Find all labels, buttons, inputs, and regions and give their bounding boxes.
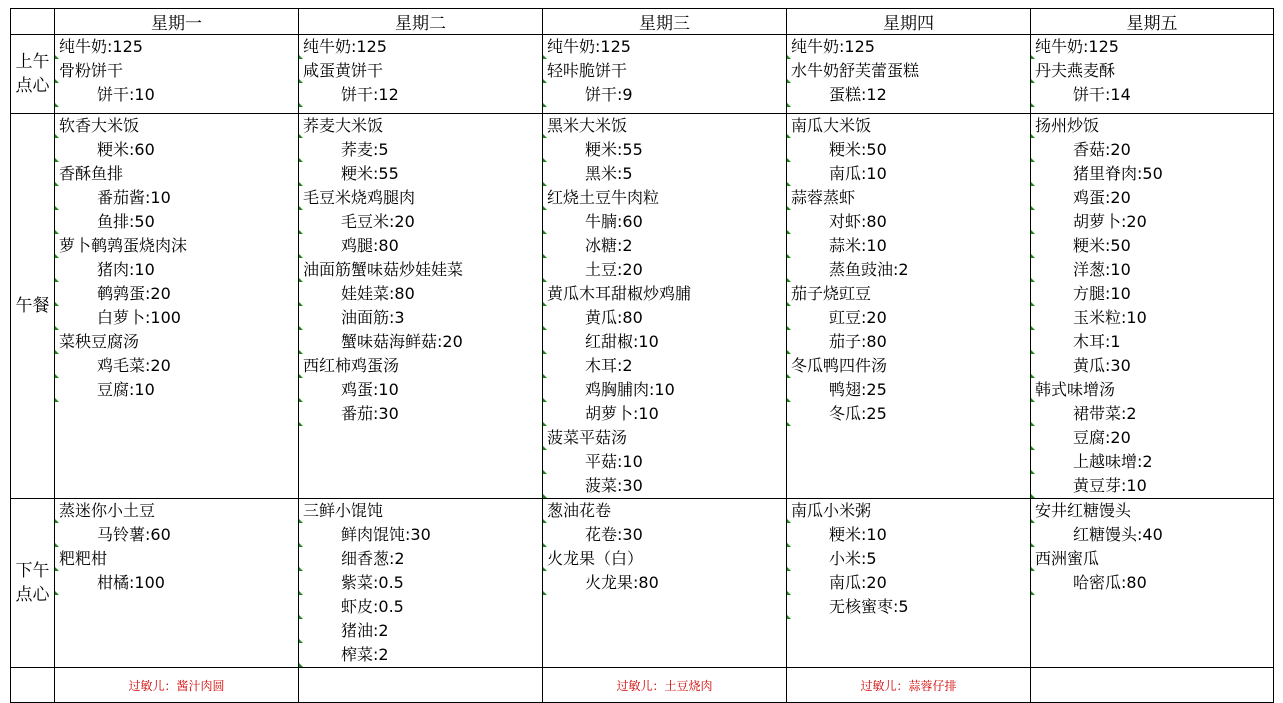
ingredient-amount: 对虾:80 (787, 210, 1030, 234)
ingredient-amount: 木耳:1 (1031, 330, 1273, 354)
dish-name: 萝卜鹌鹑蛋烧肉沫 (55, 234, 298, 258)
dish-name: 扬州炒饭 (1031, 114, 1273, 138)
ingredient-amount: 番茄:30 (299, 402, 542, 426)
ingredient-amount: 平菇:10 (543, 450, 786, 474)
allergy-note-tue (299, 668, 543, 703)
ingredient-amount: 细香葱:2 (299, 547, 542, 571)
dish-name: 油面筋蟹味菇炒娃娃菜 (299, 258, 542, 282)
ingredient-amount: 豆腐:20 (1031, 426, 1273, 450)
morning-snack-row (11, 35, 1274, 114)
lunch-cell (55, 114, 299, 499)
ingredient-amount: 粳米:50 (1031, 234, 1273, 258)
ingredient-amount: 玉米粒:10 (1031, 306, 1273, 330)
ingredient-amount: 白萝卜:100 (55, 306, 298, 330)
dish-name: 荞麦大米饭 (299, 114, 542, 138)
afternoon-cell (1031, 499, 1274, 668)
lunch-row (11, 114, 1274, 499)
ingredient-amount: 花卷:30 (543, 523, 786, 547)
allergy-note-wed: 过敏儿：土豆烧肉 (543, 668, 787, 703)
ingredient-amount: 小米:5 (787, 547, 1030, 571)
ingredient-amount: 鸡毛菜:20 (55, 354, 298, 378)
ingredient-amount: 饼干:14 (1031, 83, 1273, 107)
ingredient-amount: 荞麦:5 (299, 138, 542, 162)
dish-name: 黄瓜木耳甜椒炒鸡脯 (543, 282, 786, 306)
ingredient-amount: 豇豆:20 (787, 306, 1030, 330)
dish-name: 菠菜平菇汤 (543, 426, 786, 450)
cell-marker-icon (543, 103, 547, 107)
ingredient-amount: 粳米:55 (299, 162, 542, 186)
dish-name: 韩式味增汤 (1031, 378, 1273, 402)
ingredient-amount: 香菇:20 (1031, 138, 1273, 162)
ingredient-amount: 黑米:5 (543, 162, 786, 186)
period-label-lunch: 午餐 (11, 114, 55, 499)
cell-marker-icon (299, 422, 303, 426)
dish-name: 南瓜大米饭 (787, 114, 1030, 138)
ingredient-amount: 黄瓜:80 (543, 306, 786, 330)
ingredient-amount: 无核蜜枣:5 (787, 595, 1030, 619)
ingredient-amount: 饼干:10 (55, 83, 298, 107)
ingredient-amount: 蒸鱼豉油:2 (787, 258, 1030, 282)
dish-name: 蒜蓉蒸虾 (787, 186, 1030, 210)
ingredient-amount: 粳米:10 (787, 523, 1030, 547)
dish-name: 软香大米饭 (55, 114, 298, 138)
ingredient-amount: 鱼排:50 (55, 210, 298, 234)
allergy-note-fri (1031, 668, 1274, 703)
dish-name: 菜秧豆腐汤 (55, 330, 298, 354)
ingredient-amount: 茄子:80 (787, 330, 1030, 354)
ingredient-amount: 南瓜:20 (787, 571, 1030, 595)
ingredient-amount: 粳米:55 (543, 138, 786, 162)
morning-cell (55, 35, 299, 114)
ingredient-amount: 方腿:10 (1031, 282, 1273, 306)
cell-marker-icon (543, 591, 547, 595)
lunch-cell (1031, 114, 1274, 499)
ingredient-amount: 紫菜:0.5 (299, 571, 542, 595)
dish-name: 纯牛奶:125 (787, 35, 1030, 59)
period-label-morning: 上午点心 (11, 35, 55, 114)
cell-marker-icon (55, 591, 59, 595)
dish-name: 毛豆米烧鸡腿肉 (299, 186, 542, 210)
dish-name: 纯牛奶:125 (55, 35, 298, 59)
ingredient-amount: 冬瓜:25 (787, 402, 1030, 426)
ingredient-amount: 蒜米:10 (787, 234, 1030, 258)
afternoon-cell (787, 499, 1031, 668)
header-row (11, 9, 1274, 35)
dish-name: 黑米大米饭 (543, 114, 786, 138)
ingredient-amount: 饼干:9 (543, 83, 786, 107)
ingredient-amount: 蟹味菇海鲜菇:20 (299, 330, 542, 354)
ingredient-amount: 鸭翅:25 (787, 378, 1030, 402)
dish-name: 红烧土豆牛肉粒 (543, 186, 786, 210)
afternoon-cell (299, 499, 543, 668)
lunch-cell (787, 114, 1031, 499)
dish-name: 轻咔脆饼干 (543, 59, 786, 83)
ingredient-amount: 猪肉:10 (55, 258, 298, 282)
ingredient-amount: 猪里脊肉:50 (1031, 162, 1273, 186)
dish-name: 火龙果（白） (543, 547, 786, 571)
afternoon-snack-row (11, 499, 1274, 668)
ingredient-amount: 上越味增:2 (1031, 450, 1273, 474)
ingredient-amount: 番茄酱:10 (55, 186, 298, 210)
dish-name: 冬瓜鸭四件汤 (787, 354, 1030, 378)
dish-name: 水牛奶舒芙蕾蛋糕 (787, 59, 1030, 83)
ingredient-amount: 洋葱:10 (1031, 258, 1273, 282)
lunch-cell (543, 114, 787, 499)
ingredient-amount: 粳米:50 (787, 138, 1030, 162)
corner-cell (11, 9, 55, 35)
lunch-cell (299, 114, 543, 499)
ingredient-amount: 油面筋:3 (299, 306, 542, 330)
cell-marker-icon (787, 422, 791, 426)
ingredient-amount: 蛋糕:12 (787, 83, 1030, 107)
dish-name: 丹夫燕麦酥 (1031, 59, 1273, 83)
ingredient-amount: 牛腩:60 (543, 210, 786, 234)
ingredient-amount: 饼干:12 (299, 83, 542, 107)
dish-name: 纯牛奶:125 (1031, 35, 1273, 59)
ingredient-amount: 豆腐:10 (55, 378, 298, 402)
ingredient-amount: 南瓜:10 (787, 162, 1030, 186)
dish-name: 粑粑柑 (55, 547, 298, 571)
cell-marker-icon (299, 663, 303, 667)
ingredient-amount: 木耳:2 (543, 354, 786, 378)
ingredient-amount: 粳米:60 (55, 138, 298, 162)
dish-name: 蒸迷你小土豆 (55, 499, 298, 523)
ingredient-amount: 鸡胸脯肉:10 (543, 378, 786, 402)
cell-marker-icon (55, 398, 59, 402)
ingredient-amount: 娃娃菜:80 (299, 282, 542, 306)
dish-name: 香酥鱼排 (55, 162, 298, 186)
afternoon-cell (543, 499, 787, 668)
ingredient-amount: 黄豆芽:10 (1031, 474, 1273, 498)
ingredient-amount: 冰糖:2 (543, 234, 786, 258)
dish-name: 纯牛奶:125 (299, 35, 542, 59)
cell-marker-icon (543, 494, 547, 498)
cell-marker-icon (787, 103, 791, 107)
ingredient-amount: 红糖馒头:40 (1031, 523, 1273, 547)
dish-name: 三鲜小馄饨 (299, 499, 542, 523)
dish-name: 纯牛奶:125 (543, 35, 786, 59)
ingredient-amount: 胡萝卜:20 (1031, 210, 1273, 234)
day-header-wed: 星期三 (543, 9, 787, 35)
ingredient-amount: 火龙果:80 (543, 571, 786, 595)
ingredient-amount: 裙带菜:2 (1031, 402, 1273, 426)
ingredient-amount: 鲜肉馄饨:30 (299, 523, 542, 547)
weekly-menu-table (10, 8, 1274, 703)
allergy-note-thu: 过敏儿：蒜蓉仔排 (787, 668, 1031, 703)
dish-name: 西红柿鸡蛋汤 (299, 354, 542, 378)
cell-marker-icon (1031, 103, 1035, 107)
allergy-row (11, 668, 1274, 703)
ingredient-amount: 土豆:20 (543, 258, 786, 282)
morning-cell (299, 35, 543, 114)
morning-cell (543, 35, 787, 114)
dish-name: 骨粉饼干 (55, 59, 298, 83)
dish-name: 西洲蜜瓜 (1031, 547, 1273, 571)
ingredient-amount: 鸡蛋:10 (299, 378, 542, 402)
ingredient-amount: 榨菜:2 (299, 643, 542, 667)
morning-cell (1031, 35, 1274, 114)
ingredient-amount: 胡萝卜:10 (543, 402, 786, 426)
ingredient-amount: 毛豆米:20 (299, 210, 542, 234)
ingredient-amount: 虾皮:0.5 (299, 595, 542, 619)
allergy-note-mon: 过敏儿：酱汁肉圆 (55, 668, 299, 703)
cell-marker-icon (299, 103, 303, 107)
dish-name: 咸蛋黄饼干 (299, 59, 542, 83)
dish-name: 茄子烧豇豆 (787, 282, 1030, 306)
day-header-mon: 星期一 (55, 9, 299, 35)
day-header-tue: 星期二 (299, 9, 543, 35)
ingredient-amount: 柑橘:100 (55, 571, 298, 595)
allergy-row-label (11, 668, 55, 703)
dish-name: 南瓜小米粥 (787, 499, 1030, 523)
ingredient-amount: 马铃薯:60 (55, 523, 298, 547)
ingredient-amount: 菠菜:30 (543, 474, 786, 498)
cell-marker-icon (55, 103, 59, 107)
ingredient-amount: 哈密瓜:80 (1031, 571, 1273, 595)
afternoon-cell (55, 499, 299, 668)
cell-marker-icon (1031, 591, 1035, 595)
cell-marker-icon (787, 615, 791, 619)
ingredient-amount: 黄瓜:30 (1031, 354, 1273, 378)
period-label-afternoon: 下午点心 (11, 499, 55, 668)
morning-cell (787, 35, 1031, 114)
ingredient-amount: 猪油:2 (299, 619, 542, 643)
ingredient-amount: 鸡蛋:20 (1031, 186, 1273, 210)
day-header-thu: 星期四 (787, 9, 1031, 35)
cell-marker-icon (1031, 494, 1035, 498)
ingredient-amount: 鸡腿:80 (299, 234, 542, 258)
dish-name: 安井红糖馒头 (1031, 499, 1273, 523)
dish-name: 葱油花卷 (543, 499, 786, 523)
ingredient-amount: 红甜椒:10 (543, 330, 786, 354)
day-header-fri: 星期五 (1031, 9, 1274, 35)
ingredient-amount: 鹌鹑蛋:20 (55, 282, 298, 306)
